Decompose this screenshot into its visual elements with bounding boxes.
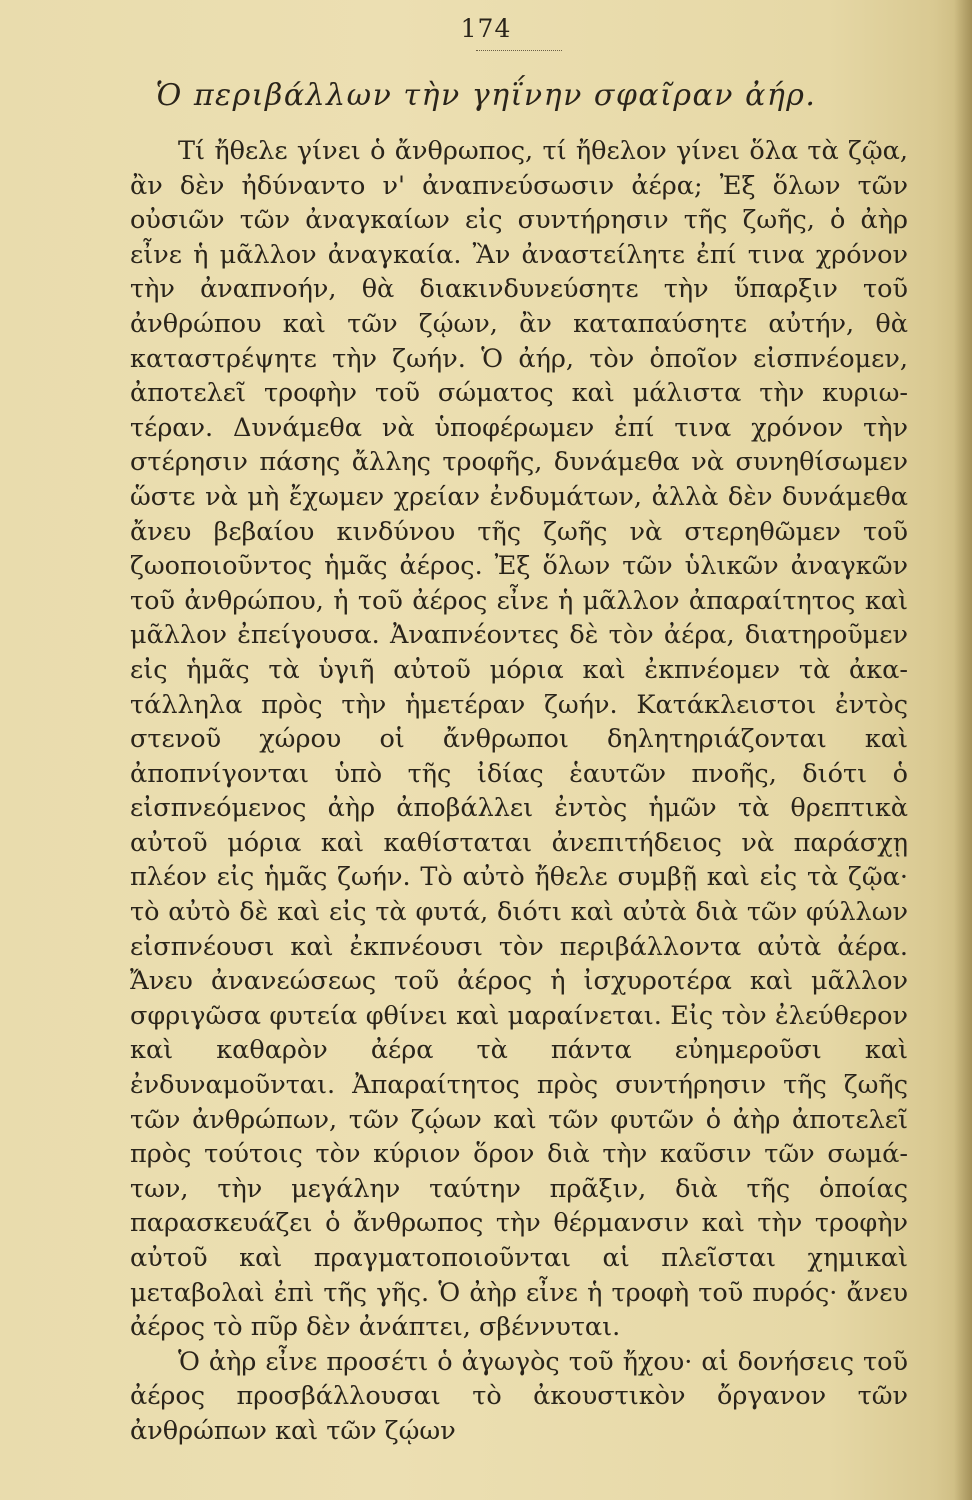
- page-number: 174: [460, 14, 512, 43]
- section-title: Ὁ περιβάλλων τὴν γηΐνην σφαῖραν ἀήρ.: [155, 78, 817, 113]
- body-text: [130, 134, 908, 1449]
- paragraph-2: Ὁ ἀὴρ εἶνε προσέτι ὁ ἀγωγὸς τοῦ ἤχου· αἱ δονήσεις τοῦ ἀέρος προσβάλλουσαι τὸ ἀκουστικὸν ὄργανον τῶν ἀνθρώπων καὶ τῶν ζῴων: [130, 1346, 908, 1446]
- page-edge-shadow: [954, 0, 972, 1500]
- page-number-rule: [476, 50, 562, 51]
- paragraph-1: Τί ἤθελε γίνει ὁ ἄνθρωπος, τί ἤθελον γίνει ὅλα τὰ ζῷα, ἂν δὲν ἠδύναντο ν' ἀναπνεύσωσιν ἀέρα; Ἐξ ὅλων τῶν οὐσιῶν τῶν ἀναγκαίων εἰς συντήρησιν τῆς ζωῆς, ὁ ἀὴρ εἶνε ἡ μᾶλλον ἀναγκαία. Ἂν ἀναστείλητε ἐπί τινα χρόνον τὴν ἀναπνοήν, θὰ διακινδυνεύσητε τὴν ὕπαρξιν τοῦ ἀνθρώπου καὶ τῶν ζῴων, ἂν καταπαύσητε αὐτήν, θὰ καταστρέψητε τὴν ζωήν. Ὁ ἀήρ, τὸν ὁποῖον εἰσπνέομεν, ἀποτελεῖ τροφὴν τοῦ σώματος καὶ μάλιστα τὴν κυριωτέραν. Δυνάμεθα νὰ ὑποφέρωμεν ἐπί τινα χρόνον τὴν στέρησιν πάσης ἄλλης τροφῆς, δυνάμεθα νὰ συνηθίσωμεν ὥστε νὰ μὴ ἔχωμεν χρείαν ἐνδυμάτων, ἀλλὰ δὲν δυνάμεθα ἄνευ βεβαίου κινδύνου τῆς ζωῆς νὰ στερηθῶμεν τοῦ ζωοποιοῦντος ἡμᾶς ἀέρος. Ἐξ ὅλων τῶν ὑλικῶν ἀναγκῶν τοῦ ἀνθρώπου, ἡ τοῦ ἀέρος εἶνε ἡ μᾶλλον ἀπαραίτητος καὶ μᾶλλον ἐπείγουσα. Ἀναπνέοντες δὲ τὸν ἀέρα, διατηροῦμεν εἰς ἡμᾶς τὰ ὑγιῆ αὐτοῦ μόρια καὶ ἐκπνέομεν τὰ ἀκατάλληλα πρὸς τὴν ἡμετέραν ζωήν. Κατάκλειστοι ἐντὸς στενοῦ χώρου οἱ ἄνθρωποι δηλητηριάζονται καὶ ἀποπνίγονται ὑπὸ τῆς ἰδίας ἑαυτῶν πνοῆς, διότι ὁ εἰσπνεόμενος ἀὴρ ἀποβάλλει ἐντὸς ἡμῶν τὰ θρεπτικὰ αὐτοῦ μόρια καὶ καθίσταται ἀνεπιτήδειος νὰ παράσχῃ πλέον εἰς ἡμᾶς ζωήν. Τὸ αὐτὸ ἤθελε συμβῇ καὶ εἰς τὰ ζῷα· τὸ αὐτὸ δὲ καὶ εἰς τὰ φυτά, διότι καὶ αὐτὰ διὰ τῶν φύλλων εἰσπνέουσι καὶ ἐκπνέουσι τὸν περιβάλλοντα αὐτὰ ἀέρα. Ἄνευ ἀνανεώσεως τοῦ ἀέρος ἡ ἰσχυροτέρα καὶ μᾶλλον σφριγῶσα φυτεία φθίνει καὶ μαραίνεται. Εἰς τὸν ἐλεύθερον καὶ καθαρὸν ἀέρα τὰ πάντα εὐημεροῦσι καὶ ἐνδυναμοῦνται. Ἀπαραίτητος πρὸς συντήρησιν τῆς ζωῆς τῶν ἀνθρώπων, τῶν ζῴων καὶ τῶν φυτῶν ὁ ἀὴρ ἀποτελεῖ πρὸς τούτοις τὸν κύριον ὅρον διὰ τὴν καῦσιν τῶν σωμάτων, τὴν μεγάλην ταύτην πρᾶξιν, διὰ τῆς ὁποίας παρασκευάζει ὁ ἄνθρωπος τὴν θέρμανσιν καὶ τὴν τροφὴν αὐτοῦ καὶ πραγματοποιοῦνται αἱ πλεῖσται χημικαὶ μεταβολαὶ ἐπὶ τῆς γῆς. Ὁ ἀὴρ εἶνε ἡ τροφὴ τοῦ πυρός· ἄνευ ἀέρος τὸ πῦρ δὲν ἀνάπτει, σβέννυται.: [130, 136, 908, 1343]
